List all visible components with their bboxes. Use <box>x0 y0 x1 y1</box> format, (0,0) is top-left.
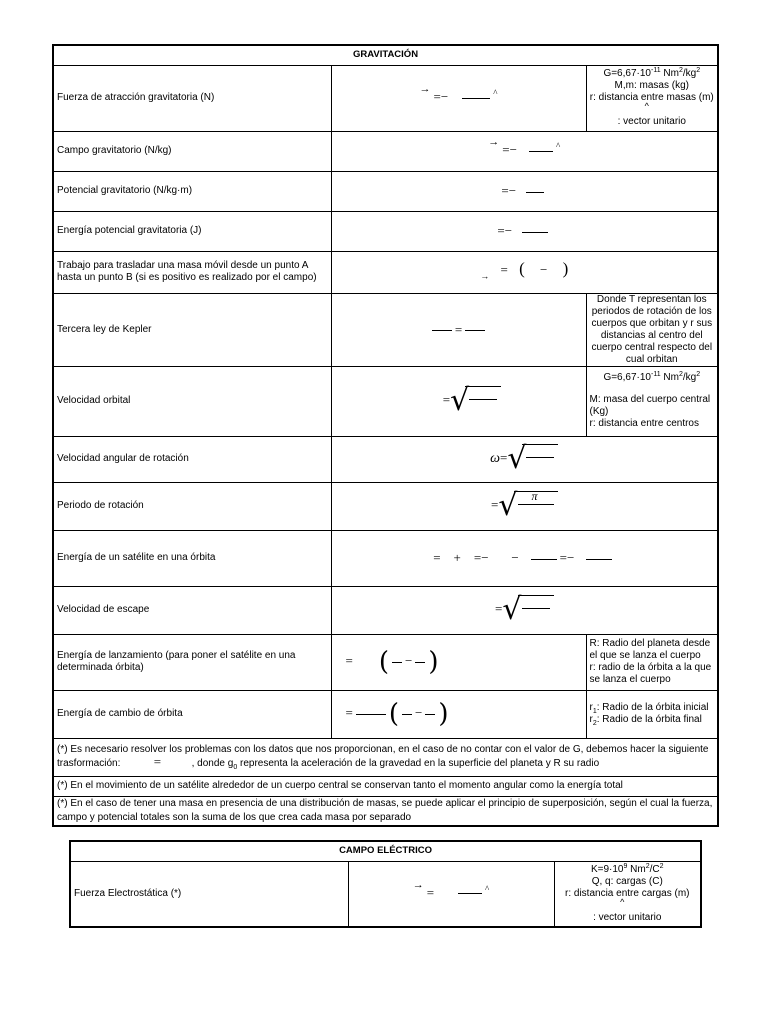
footnote-conservacion: (*) En el movimiento de un satélite alrededor de un cuerpo central se conservan tanto el momento angular como la energía total <box>53 776 718 796</box>
formula-energia-satelite: = + =− − =− <box>331 530 718 586</box>
row-label-cambio-orbita: Energía de cambio de órbita <box>53 690 331 738</box>
gravitation-table <box>52 44 719 827</box>
row-label-lanzamiento: Energía de lanzamiento (para poner el satélite en una determinada órbita) <box>53 634 331 690</box>
row-label-velocidad-escape: Velocidad de escape <box>53 586 331 634</box>
row-label-trabajo: Trabajo para trasladar una masa móvil desde un punto A hasta un punto B (si es positivo es realizado por el campo) <box>53 251 331 293</box>
row-label-kepler: Tercera ley de Kepler <box>53 293 331 366</box>
row-label-fuerza-electrostatica: Fuerza Electrostática (*) <box>70 861 348 927</box>
formula-periodo: =√ π <box>331 482 718 530</box>
formula-velocidad-angular: ω=√ <box>331 436 718 482</box>
note-fuerza: $G=6,67\cdot 10^{-11}$ $Nm^2/kg^2$ M,m: masas (kg) r: distancia entre masas (m) ^ : vector unitario <box>586 65 718 131</box>
footnote-trasformacion: (*) Es necesario resolver los problemas con los datos que nos proporcionan, en el caso de no contar con el valor de G, debemos hacer la siguiente trasformación: = , donde $g_0$ representa la aceleración de la gravedad en la superficie del planeta y R su radio <box>53 738 718 776</box>
formula-cambio-orbita: = ( − ) <box>331 690 586 738</box>
footnote-superposicion: (*) En el caso de tener una masa en presencia de una distribución de masas, se puede aplicar el principio de superposición, según el cual la fuerza, campo y potencial totales son la suma de los que crea cada masa por separado <box>53 796 718 826</box>
formula-fuerza-electrostatica: → = ^ <box>348 861 554 927</box>
gravitation-title: GRAVITACIÓN <box>53 45 718 65</box>
formula-trabajo: $_\to$ = ( − ) <box>331 251 718 293</box>
row-label-fuerza: Fuerza de atracción gravitatoria (N) <box>53 65 331 131</box>
electric-field-title: CAMPO ELÉCTRICO <box>70 841 701 861</box>
row-label-campo: Campo gravitatorio (N/kg) <box>53 131 331 171</box>
formula-lanzamiento: = ( − ) <box>331 634 586 690</box>
note-cambio-orbita: $r_1$: Radio de la órbita inicial $r_2$: Radio de la órbita final <box>586 690 718 738</box>
formula-kepler: = <box>331 293 586 366</box>
row-label-periodo: Periodo de rotación <box>53 482 331 530</box>
row-label-energia-satelite: Energía de un satélite en una órbita <box>53 530 331 586</box>
note-kepler: Donde T representan los periodos de rotación de los cuerpos que orbitan y r sus distancias al centro del cuerpo central respecto del cual orbitan <box>586 293 718 366</box>
note-lanzamiento: R: Radio del planeta desde el que se lanza el cuerpo r: radio de la órbita a la que se lanza el cuerpo <box>586 634 718 690</box>
formula-velocidad-escape: =√ <box>331 586 718 634</box>
formula-potencial: =− <box>331 171 718 211</box>
formula-energia-potencial: =− <box>331 211 718 251</box>
row-label-velocidad-angular: Velocidad angular de rotación <box>53 436 331 482</box>
formula-fuerza: → =− ^ <box>331 65 586 131</box>
formula-velocidad-orbital: =√ <box>331 366 586 436</box>
note-velocidad-orbital: $G=6,67\cdot 10^{-11}$ $Nm^2/kg^2$ M: masa del cuerpo central (Kg) r: distancia entre centros <box>586 366 718 436</box>
note-fuerza-electrostatica: $K=9\cdot 10^9$ $Nm^2/C^2$ Q, q: cargas (C) r: distancia entre cargas (m) ^ : vector unitario <box>554 861 701 927</box>
row-label-potencial: Potencial gravitatorio (N/kg·m) <box>53 171 331 211</box>
formula-campo: → =− ^ <box>331 131 718 171</box>
electric-field-table <box>69 840 702 928</box>
row-label-velocidad-orbital: Velocidad orbital <box>53 366 331 436</box>
row-label-energia-potencial: Energía potencial gravitatoria (J) <box>53 211 331 251</box>
